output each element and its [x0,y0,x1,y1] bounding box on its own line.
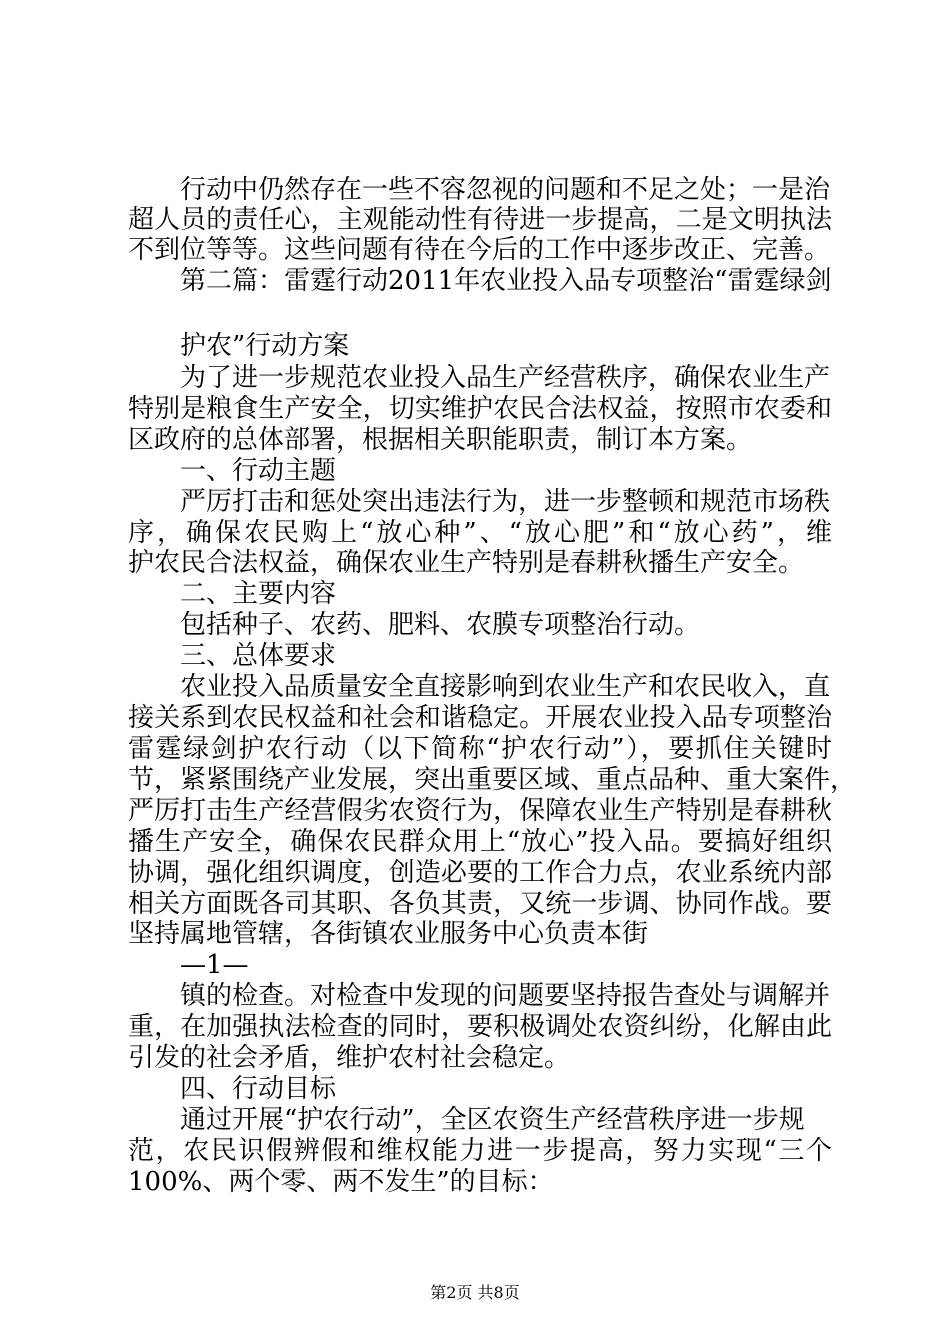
text-line: 通过开展“护农行动”，全区农资生产经营秩序进一步规 [180,1105,805,1135]
text-line: 包括种子、农药、肥料、农膜专项整治行动。 [180,610,701,640]
section-heading: 四、行动目标 [180,1074,337,1104]
text-line: 农业投入品质量安全直接影响到农业生产和农民收入，直 [180,672,831,702]
text-line: 节，紧紧围绕产业发展，突出重要区域、重点品种、重大案件， [128,765,857,795]
text-line: 相关方面既各司其职、各负其责，又统一步调、协同作战。要 [128,889,832,919]
text-line: 引发的社会矛盾，维护农村社会稳定。 [128,1043,571,1073]
text-line: 雷霆绿剑护农行动（以下简称“护农行动”），要抓住关键时 [128,734,832,764]
text-line: 严厉打击生产经营假劣农资行为，保障农业生产特别是春耕秋 [128,796,832,826]
text-line: 为了进一步规范农业投入品生产经营秩序，确保农业生产 [180,363,831,393]
text-line: 超人员的责任心，主观能动性有待进一步提高，二是文明执法 [128,205,832,235]
text-line: 特别是粮食生产安全，切实维护农民合法权益，按照市农委和 [128,394,832,424]
section-heading: 护农”行动方案 [180,331,350,361]
text-line: 接关系到农民权益和社会和谐稳定。开展农业投入品专项整治 [128,703,832,733]
page-marker: —1— [180,950,249,980]
text-line: 播生产安全，确保农民群众用上“放心”投入品。要搞好组织 [128,827,832,857]
page-footer: 第2页 共8页 [430,1283,520,1302]
text-line: 重，在加强执法检查的同时，要积极调处农资纠纷，化解由此 [128,1012,832,1042]
text-line: 100%、两个零、两不发生”的目标： [128,1167,554,1197]
section-heading: 三、总体要求 [180,641,337,671]
section-heading: 第二篇：雷霆行动2011年农业投入品专项整治“雷霆绿剑 [180,266,832,296]
text-line: 护农民合法权益，确保农业生产特别是春耕秋播生产安全。 [128,548,805,578]
text-line: 范，农民识假辨假和维权能力进一步提高，努力实现“三个 [128,1136,832,1166]
text-line: 坚持属地管辖，各街镇农业服务中心负责本街 [128,919,649,949]
text-line: 镇的检查。对检查中发现的问题要坚持报告查处与调解并 [180,981,831,1011]
text-line: 行动中仍然存在一些不容忽视的问题和不足之处；一是治 [180,175,831,205]
text-line: 不到位等等。这些问题有待在今后的工作中逐步改正、完善。 [128,235,831,265]
text-line: 序，确保农民购上“放心种”、“放心肥”和“放心药”，维 [128,518,832,548]
text-line: 区政府的总体部署，根据相关职能职责，制订本方案。 [128,425,753,455]
section-heading: 二、主要内容 [180,579,337,609]
text-line: 协调，强化组织调度，创造必要的工作合力点，农业系统内部 [128,858,832,888]
text-line: 严厉打击和惩处突出违法行为，进一步整顿和规范市场秩 [180,487,831,517]
section-heading: 一、行动主题 [180,456,337,486]
